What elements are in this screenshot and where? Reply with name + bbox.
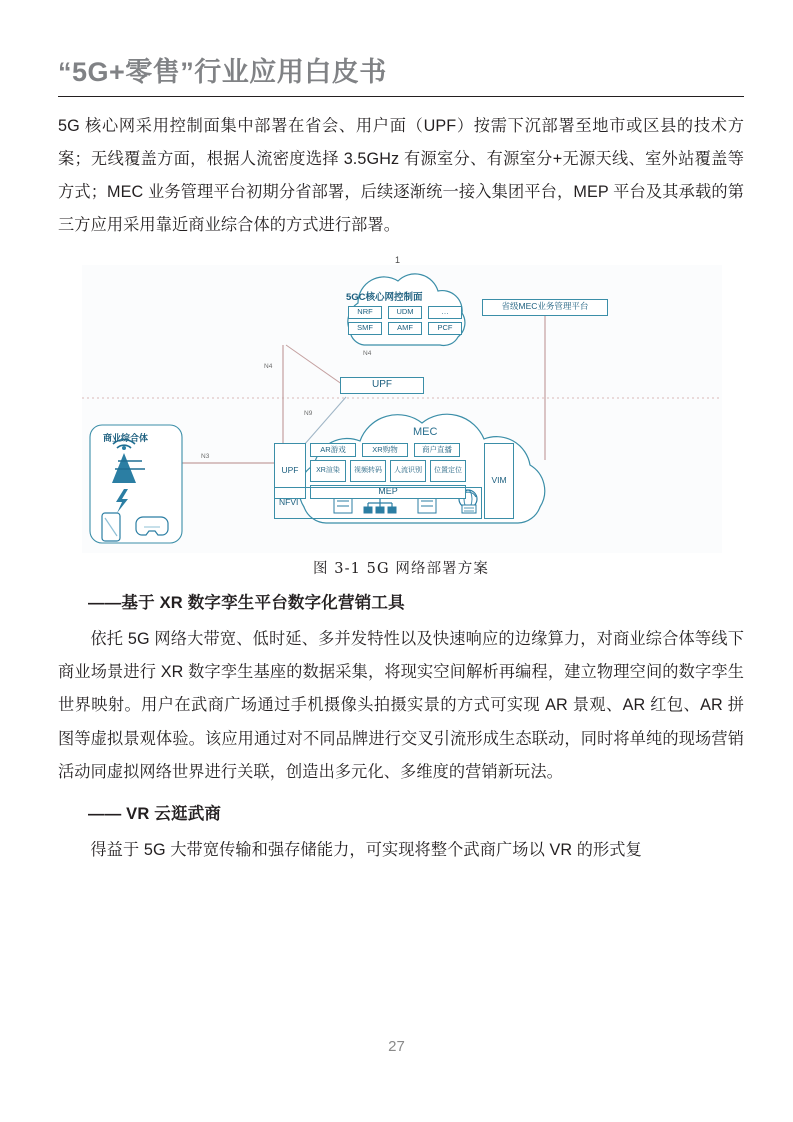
smartphone-icon (102, 513, 120, 541)
interface-label-n4-right: N4 (363, 349, 372, 357)
mec-app-xr-shopping: XR购物 (362, 443, 408, 457)
mec-cap-positioning: 位置定位 (430, 460, 466, 482)
interface-label-n4-left: N4 (264, 362, 273, 370)
figure-3-1 (58, 255, 744, 555)
mec-cap-crowd-recognition: 人流识别 (390, 460, 426, 482)
interface-label-n3: N3 (201, 452, 210, 460)
title-divider (58, 96, 744, 97)
nf-box-smf: SMF (348, 322, 382, 335)
page-content (58, 56, 744, 867)
nf-box-more: … (428, 306, 462, 319)
page-number: 27 (388, 1038, 405, 1055)
figure-caption: 图 3-1 5G 网络部署方案 (313, 560, 489, 577)
interface-label-n9: N9 (304, 409, 313, 417)
mec-nfvi-box: NFVI (274, 487, 482, 519)
intro-paragraph: 5G 核心网采用控制面集中部署在省会、用户面（UPF）按需下沉部署至地市或区县的技术方案；无线覆盖方面，根据人流密度选择 3.5GHz 有源室分、有源室分+无源天线、室外站覆盖等方式；MEC 业务管理平台初期分省部署，后续逐渐统一接入集团平台，MEP 平台及其承载的第三方应用采用靠近商业综合体的方式进行部署。 (58, 116, 744, 235)
nf-box-pcf: PCF (428, 322, 462, 335)
nf-box-amf: AMF (388, 322, 422, 335)
page-title: “5G+零售”行业应用白皮书 (58, 57, 387, 87)
mec-vim-box: VIM (484, 443, 514, 519)
mec-cap-video-transcode: 视频转码 (350, 460, 386, 482)
vr-body-paragraph: 得益于 5G 大带宽传输和强存储能力，可实现将整个武商广场以 VR 的形式复 (90, 841, 642, 860)
heading-vr-cloud-tour: —— VR 云逛武商 (88, 804, 222, 823)
mec-app-merchant-live: 商户直播 (414, 443, 460, 457)
mec-app-ar-game: AR游戏 (310, 443, 356, 457)
mec-upf-box: UPF (274, 443, 306, 499)
nf-box-udm: UDM (388, 306, 422, 319)
mec-management-platform-box: 省级MEC业务管理平台 (482, 299, 608, 316)
heading-xr-marketing-tool: ——基于 XR 数字孪生平台数字化营销工具 (88, 593, 405, 612)
mec-cap-xr-render: XR渲染 (310, 460, 346, 482)
figure-top-number: 1 (395, 254, 401, 265)
mec-mep-box: MEP (310, 485, 466, 499)
xr-body-paragraph: 依托 5G 网络大带宽、低时延、多并发特性以及快速响应的边缘算力，对商业综合体等线下商业场景进行 XR 数字孪生基座的数据采集，将现实空间解析再编程，建立物理空间的数字孪生世界映射。用户在武商广场通过手机摄像头拍摄实景的方式可实现 AR 景观、AR 红包、AR 拼图等虚拟景观体验。该应用通过对不同品牌进行交叉引流形成生态联动，同时将单纯的现场营销活动同虚拟网络世界进行关联，创造出多元化、多维度的营销新玩法。 (58, 629, 744, 781)
central-upf-box: UPF (340, 377, 424, 394)
core-cloud-title: 5GC核心网控制面 (346, 291, 423, 303)
mec-cloud-title: MEC (413, 425, 438, 438)
venue-box-title: 商业综合体 (103, 432, 149, 443)
nf-box-nrf: NRF (348, 306, 382, 319)
network-deployment-diagram (58, 255, 744, 555)
